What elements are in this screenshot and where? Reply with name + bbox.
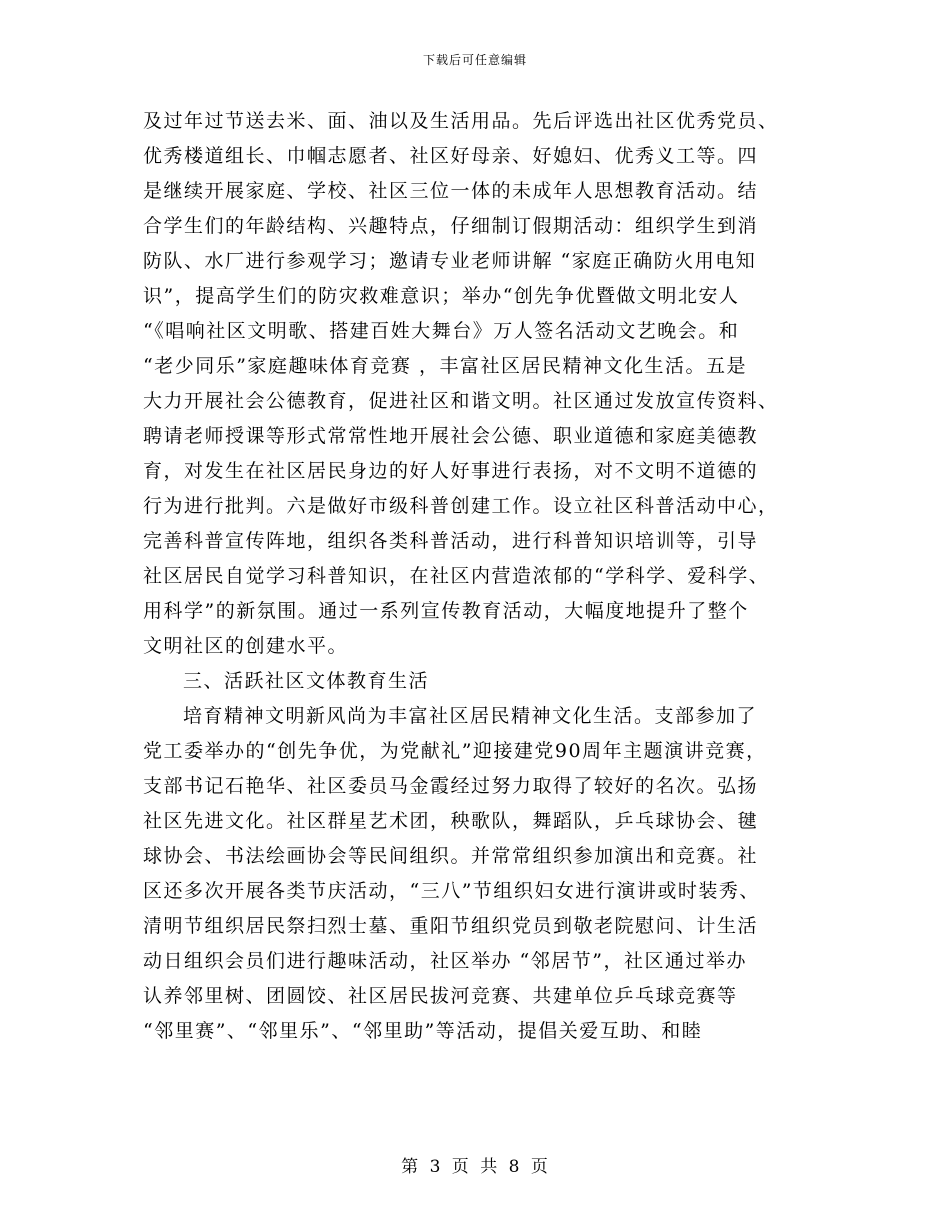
paragraph-line: 优秀楼道组长、巾帼志愿者、社区好母亲、好媳妇、优秀义工等。四 [143, 145, 759, 167]
paragraph-line: 清明节组织居民祭扫烈士墓、重阳节组织党员到敬老院慰问、计生活 [143, 915, 759, 937]
paragraph-line: 认养邻里树、团圆饺、社区居民拔河竞赛、共建单位乒乓球竞赛等 [143, 985, 738, 1007]
paragraph-line: 及过年过节送去米、面、油以及生活用品。先后评选出社区优秀党员、 [143, 110, 779, 132]
page-header: 下载后可任意编辑 [422, 53, 527, 67]
paragraph-line: 支部书记石艳华、社区委员马金霞经过努力取得了较好的名次。弘扬 [143, 775, 759, 797]
paragraph-line: 区还多次开展各类节庆活动，“三八”节组织妇女进行演讲或时装秀、 [143, 880, 760, 902]
paragraph-line: “《唱响社区文明歌、搭建百姓大舞台》万人签名活动文艺晚会。和 [143, 320, 740, 342]
document-body [143, 104, 808, 1049]
paragraph-line: “老少同乐”家庭趣味体育竞赛 ，丰富社区居民精神文化生活。五是 [143, 355, 747, 377]
paragraph-line: 社区先进文化。社区群星艺术团，秧歌队，舞蹈队，乒乓球协会、毽 [143, 810, 759, 832]
paragraph-line: 大力开展社会公德教育，促进社区和谐文明。社区通过发放宣传资料、 [143, 390, 779, 412]
paragraph-line: 文明社区的创建水平。 [143, 635, 349, 657]
paragraph-line: 社区居民自觉学习科普知识，在社区内营造浓郁的“学科学、爱科学、 [143, 565, 770, 587]
paragraph-line: 是继续开展家庭、学校、社区三位一体的未成年人思想教育活动。结 [143, 180, 759, 202]
page-number-footer: 第 3 页 共 8 页 [401, 1157, 549, 1177]
paragraph-line: 党工委举办的“创先争优，为党献礼”迎接建党90周年主题演讲竞赛， [143, 740, 767, 762]
indented-paragraph-line: 培育精神文明新风尚为丰富社区居民精神文化生活。支部参加了 [183, 705, 758, 727]
paragraph-line: 合学生们的年龄结构、兴趣特点，仔细制订假期活动：组织学生到消 [143, 215, 759, 237]
paragraph-line: 防队、水厂进行参观学习；邀请专业老师讲解 “家庭正确防火用电知 [143, 250, 757, 272]
paragraph-line: “邻里赛”、“邻里乐”、“邻里助”等活动，提倡关爱互助、和睦 [143, 1020, 703, 1042]
paragraph-line: 行为进行批判。六是做好市级科普创建工作。设立社区科普活动中心， [143, 495, 779, 517]
paragraph-line: 完善科普宣传阵地，组织各类科普活动，进行科普知识培训等，引导 [143, 530, 759, 552]
paragraph-line: 球协会、书法绘画协会等民间组织。并常常组织参加演出和竞赛。社 [143, 845, 759, 867]
paragraph-line: 用科学”的新氛围。通过一系列宣传教育活动，大幅度地提升了整个 [143, 600, 749, 622]
paragraph-line: 识”，提高学生们的防灾救难意识；举办“创先争优暨做文明北安人 [143, 285, 740, 307]
paragraph-line: 动日组织会员们进行趣味活动，社区举办 “邻居节”，社区通过举办 [143, 950, 747, 972]
paragraph-line: 聘请老师授课等形式常常性地开展社会公德、职业道德和家庭美德教 [143, 425, 759, 447]
paragraph-line: 育，对发生在社区居民身边的好人好事进行表扬，对不文明不道德的 [143, 460, 759, 482]
indented-paragraph-line: 三、活跃社区文体教育生活 [183, 670, 430, 692]
